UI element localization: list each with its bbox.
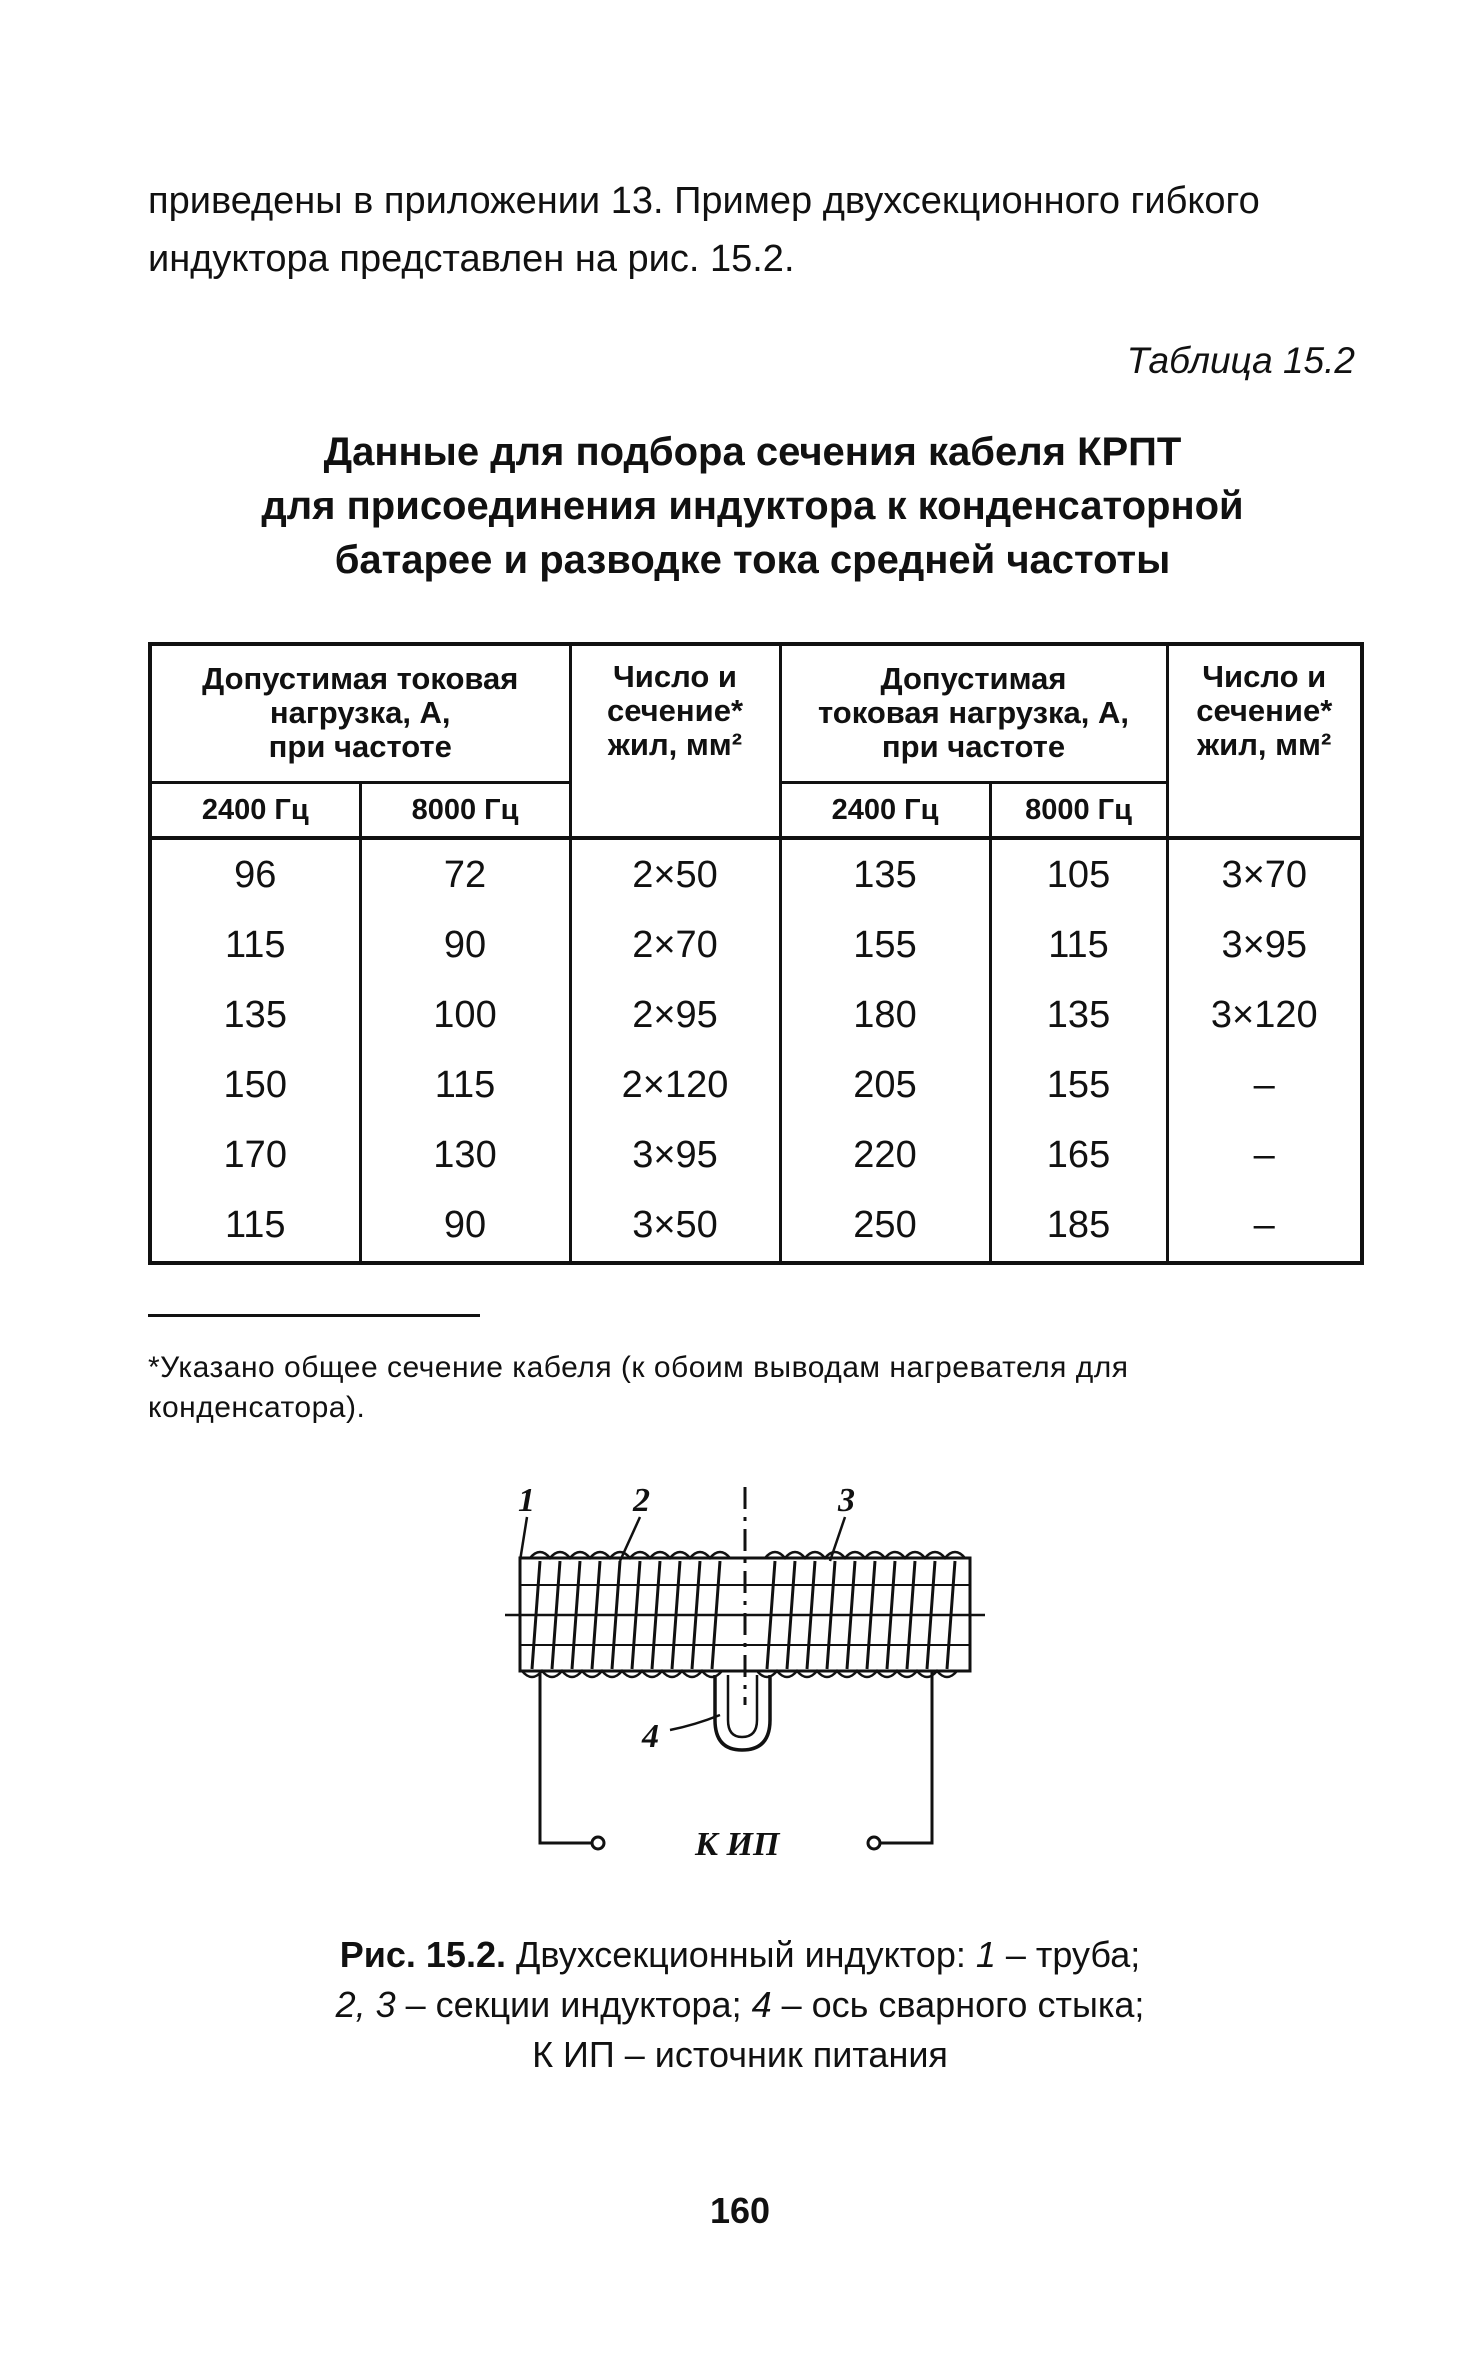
cell: 220 [780,1121,990,1191]
header-text: Допустимая [880,661,1067,697]
diagram-label-2: 2 [633,1482,650,1519]
header-load-right [780,644,1167,782]
cell: 155 [780,910,990,980]
cell: – [1167,1050,1362,1120]
cell: 150 [150,1050,360,1120]
cell: 170 [150,1121,360,1191]
header-text: жил, мм² [607,727,743,762]
caption-text: – ось сварного стыка; [771,1984,1145,2025]
footnote-divider [148,1314,480,1317]
cell: 2×70 [570,910,780,980]
subheader-2400-left: 2400 Гц [150,782,360,838]
cell: 115 [990,910,1167,980]
cell: 135 [780,838,990,910]
cell: 100 [360,980,570,1050]
terminal-left [592,1837,604,1849]
table-title-line-1: Данные для подбора сечения кабеля КРПТ [323,430,1182,474]
header-count-right [1167,644,1362,838]
cell: 3×95 [1167,910,1362,980]
cell: 3×50 [570,1191,780,1263]
caption-fig-ref: Рис. 15.2. [339,1934,506,1975]
header-text: Допустимая токовая [202,661,519,697]
cable-data-table [148,642,1364,1265]
header-text: токовая нагрузка, А, [818,695,1129,731]
inductor-diagram [480,1475,1020,1895]
intro-line-2: индуктора представлен на рис. 15.2. [148,238,795,280]
cell: 96 [150,838,360,910]
cell: 115 [150,910,360,980]
caption-num: 2, 3 [335,1984,396,2025]
leader-4 [670,1715,720,1730]
cell: 130 [360,1121,570,1191]
header-count-left [570,644,780,838]
diagram-label-3: 3 [838,1482,855,1519]
table-title-line-2: для присоединения индуктора к конденсаторной [261,484,1244,528]
table-row [150,910,1362,980]
header-text: Число и [613,659,737,694]
caption-num: 1 [975,1934,996,1975]
header-text: Число и [1202,659,1327,694]
cell: – [1167,1121,1362,1191]
diagram-label-1: 1 [518,1482,535,1519]
header-text: нагрузка, А, [269,695,451,731]
cell: 135 [990,980,1167,1050]
cell: 90 [360,910,570,980]
header-text: при частоте [881,729,1066,765]
cell: 90 [360,1191,570,1263]
caption-line-3: К ИП – источник питания [532,2034,948,2075]
table-title-line-3: батарее и разводке тока средней частоты [334,538,1171,582]
diagram-label-4: 4 [642,1718,659,1755]
subheader-8000-right: 8000 Гц [990,782,1167,838]
header-text: жил, мм² [1197,727,1332,762]
cell: 250 [780,1191,990,1263]
cell: 3×70 [1167,838,1362,910]
cell: 2×95 [570,980,780,1050]
caption-text: – секции индуктора; [395,1984,752,2025]
table-label: Таблица 15.2 [1126,340,1355,381]
cell: 3×95 [570,1121,780,1191]
cell: 155 [990,1050,1167,1120]
cell: 135 [150,980,360,1050]
cell: 3×120 [1167,980,1362,1050]
page-number: 160 [709,2190,771,2231]
leader-2 [620,1517,640,1561]
footnote-line-1: *Указано общее сечение кабеля (к обоим выводам нагревателя для [148,1351,1129,1384]
lead-right [880,1671,932,1843]
header-text: при частоте [268,729,452,765]
table-row [150,1121,1362,1191]
table-row [150,1050,1362,1120]
subheader-2400-right: 2400 Гц [780,782,990,838]
cell: – [1167,1191,1362,1263]
cell: 105 [990,838,1167,910]
footnote-line-2: конденсатора). [148,1391,366,1424]
diagram-label-kip: К ИП [695,1826,780,1863]
subheader-8000-left: 8000 Гц [360,782,570,838]
figure-caption [200,1930,1280,2080]
table-title [150,425,1355,587]
header-text: сечение* [1196,693,1333,728]
caption-line-2 [200,1980,1280,2030]
cell: 205 [780,1050,990,1120]
caption-line-1 [200,1930,1280,1980]
cell: 115 [360,1050,570,1120]
lead-left [540,1671,592,1843]
cell: 165 [990,1121,1167,1191]
cell: 115 [150,1191,360,1263]
table-header-row [150,644,1362,782]
terminal-right [868,1837,880,1849]
section-connector-loop [715,1675,770,1750]
cell: 2×50 [570,838,780,910]
intro-line-1: приведены в приложении 13. Пример двухсекционного гибкого [148,180,1260,222]
header-text: сечение* [606,693,744,728]
cell: 2×120 [570,1050,780,1120]
cell: 72 [360,838,570,910]
header-load-left [150,644,570,782]
section-connector-loop-inner [728,1675,757,1737]
leader-1 [520,1517,527,1561]
caption-text: Двухсекционный индуктор: [505,1934,976,1975]
cell: 185 [990,1191,1167,1263]
caption-text: – труба; [995,1934,1141,1975]
table-row [150,838,1362,910]
caption-num: 4 [751,1984,772,2025]
table-row [150,1191,1362,1263]
cell: 180 [780,980,990,1050]
footnote [148,1348,1360,1428]
intro-paragraph [148,172,1358,288]
table-row [150,980,1362,1050]
